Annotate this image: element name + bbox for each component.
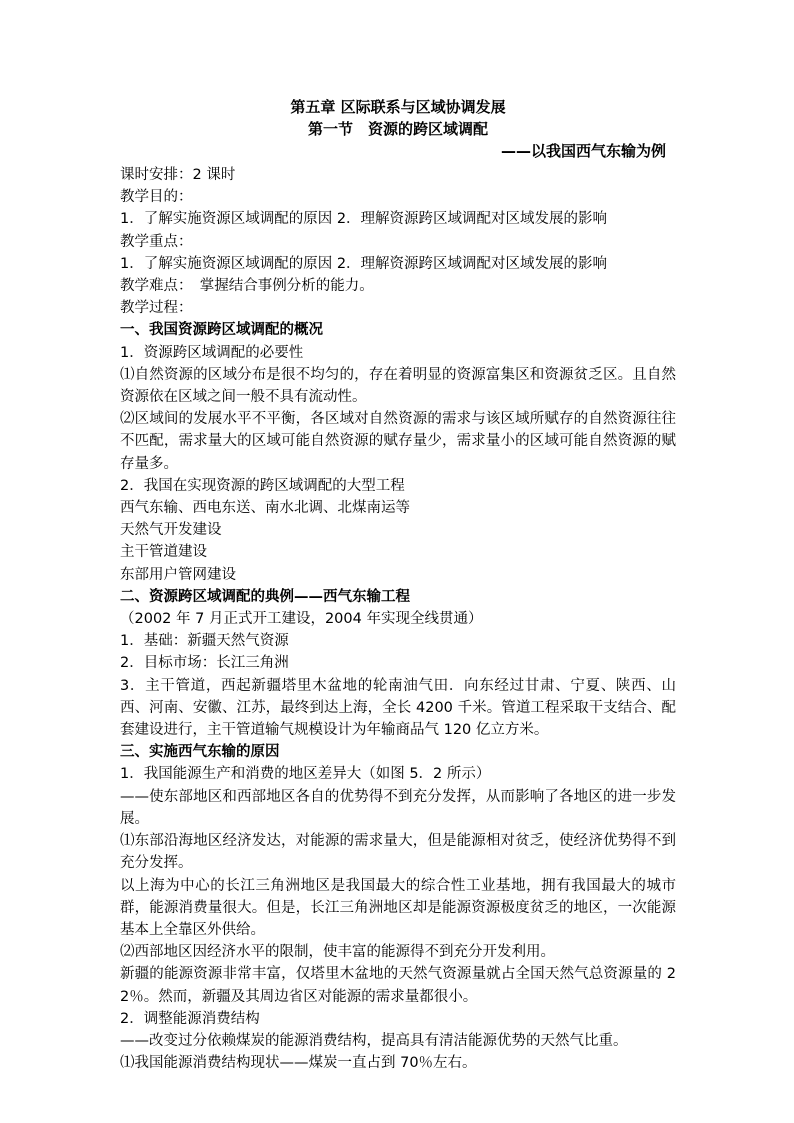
key-points-label: 教学重点： xyxy=(120,233,193,250)
part3-sub1-text: ——使东部地区和西部地区各自的优势得不到充分发挥，从而影响了各地区的进一步发展。 xyxy=(120,788,676,827)
part3-sub2: 2．调整能源消费结构 xyxy=(120,1010,260,1027)
part1-sub2: 2．我国在实现资源的跨区域调配的大型工程 xyxy=(120,477,405,494)
process-label: 教学过程： xyxy=(120,300,193,317)
project-dates: （2002 年 7 月正式开工建设，2004 年实现全线贯通） xyxy=(120,611,483,628)
difficulty: 教学难点： 掌握结合事例分析的能力。 xyxy=(120,278,374,295)
key-points-text: 1．了解实施资源区域调配的原因 2．理解资源跨区域调配对区域发展的影响 xyxy=(120,255,608,272)
project-basis: 1．基础：新疆天然气资源 xyxy=(120,633,289,650)
west-region-paragraph: ⑵西部地区因经济水平的限制，使丰富的能源得不到充分开发利用。 xyxy=(120,944,555,961)
case-subtitle: ——以我国西气东输为例 xyxy=(500,142,666,160)
yangtze-delta-paragraph: 以上海为中心的长江三角洲地区是我国最大的综合性工业基地，拥有我国最大的城市群，能源消费量很大。但是，长江三角洲地区却是能源资源极度贫乏的地区，一次能源基本上全靠区外供给。 xyxy=(120,877,676,938)
item-main-pipeline: 主干管道建设 xyxy=(120,544,207,561)
energy-status: ⑴我国能源消费结构现状——煤炭一直占到 70％左右。 xyxy=(120,1055,477,1072)
item-east-network: 东部用户管网建设 xyxy=(120,566,236,583)
objectives-text: 1．了解实施资源区域调配的原因 2．理解资源跨区域调配对区域发展的影响 xyxy=(120,211,608,228)
xinjiang-paragraph: 新疆的能源资源非常丰富，仅塔里木盆地的天然气资源量就占全国天然气总资源量的 22％。然而，新疆及其周边省区对能源的需求量都很小。 xyxy=(120,966,676,1005)
part1-paragraph-1: ⑴自然资源的区域分布是很不均匀的，存在着明显的资源富集区和资源贫乏区。且自然资源依在区域之间一般不具有流动性。 xyxy=(120,366,676,406)
chapter-title: 第五章 区际联系与区域协调发展 xyxy=(290,98,506,116)
class-hours: 课时安排：2 课时 xyxy=(120,167,236,183)
projects-list: 西气东输、西电东送、南水北调、北煤南运等 xyxy=(120,500,410,517)
east-region-paragraph: ⑴东部沿海地区经济发达，对能源的需求量大，但是能源相对贫乏，使经济优势得不到充分发挥。 xyxy=(120,833,676,872)
part1-paragraph-2: ⑵区域间的发展水平不平衡，各区域对自然资源的需求与该区域所赋存的自然资源往往不匹配，需求量大的区域可能自然资源的赋存量少，需求量小的区域可能自然资源的赋存量多。 xyxy=(120,411,676,472)
part3-sub2-text: ——改变过分依赖煤炭的能源消费结构，提高具有清洁能源优势的天然气比重。 xyxy=(120,1032,628,1049)
document-page xyxy=(120,96,676,1074)
part2-heading: 二、资源跨区域调配的典例——西气东输工程 xyxy=(120,588,410,605)
part1-heading: 一、我国资源跨区域调配的概况 xyxy=(120,322,323,339)
part1-sub1: 1．资源跨区域调配的必要性 xyxy=(120,344,304,361)
part3-sub1: 1．我国能源生产和消费的地区差异大（如图 5．2 所示） xyxy=(120,766,491,783)
item-gas-development: 天然气开发建设 xyxy=(120,522,222,539)
section-title: 第一节 资源的跨区域调配 xyxy=(307,120,488,138)
part3-heading: 三、实施西气东输的原因 xyxy=(120,744,280,761)
objectives-label: 教学目的： xyxy=(120,189,193,206)
project-pipeline: 3．主干管道，西起新疆塔里木盆地的轮南油气田．向东经过甘肃、宁夏、陕西、山西、河南、安徽、江苏，最终到达上海，全长 4200 千米。管道工程采取干支结合、配套建设进行，主干管道输气规模设计为年输商品气 120 亿立方米。 xyxy=(120,677,676,739)
project-market: 2．目标市场：长江三角洲 xyxy=(120,655,289,672)
